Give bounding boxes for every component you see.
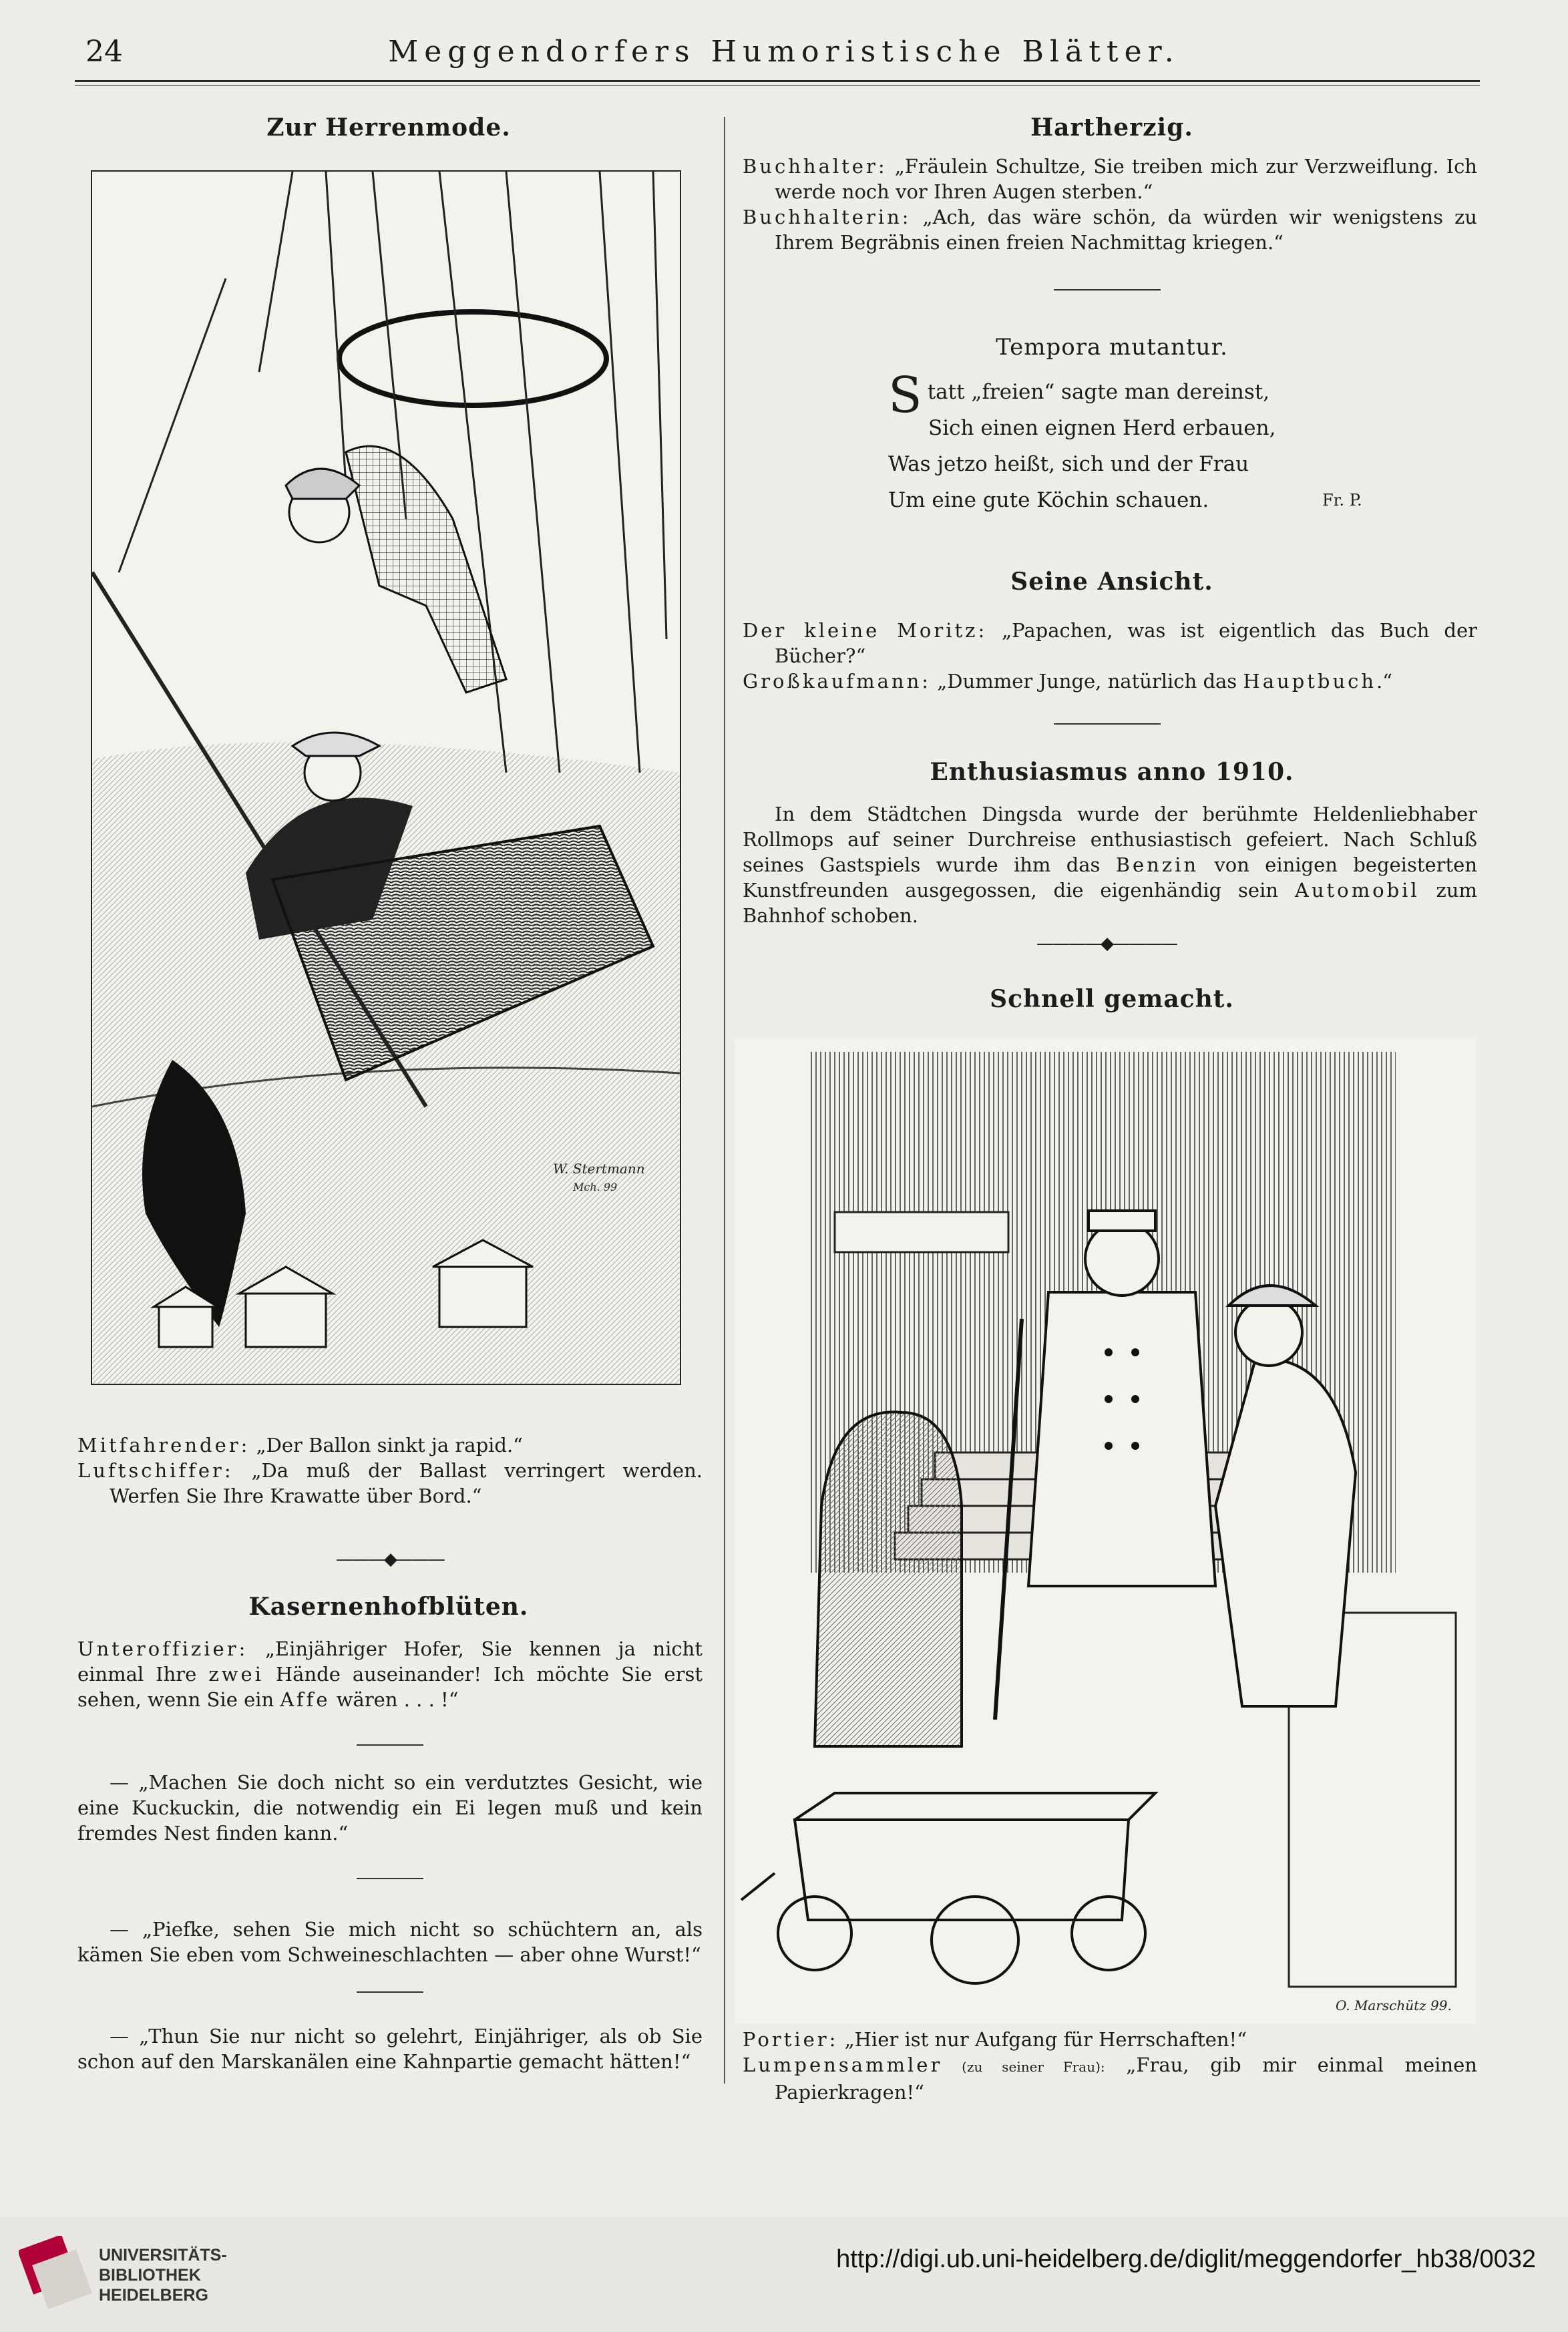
text: zum Bahnhof schoben.	[743, 879, 1477, 927]
caption-herrenmode	[77, 1432, 703, 1509]
emphasis: Benzin	[1115, 853, 1199, 876]
poem-line	[888, 482, 1422, 518]
library-name-line: UNIVERSITÄTS-	[99, 2246, 227, 2265]
paragraph	[743, 801, 1477, 928]
dialogue: .“	[1376, 670, 1393, 693]
dialogue-line	[743, 154, 1477, 204]
emphasis: zwei	[208, 1663, 264, 1686]
speaker: Portier:	[743, 2028, 839, 2051]
text: In dem Städtchen Dingsda wurde der berühmte Heldenliebhaber Rollmops auf seiner Durchreise enthusiastisch gefeiert. Nach Schluß seines Gastspiels wurde ihm das	[743, 803, 1477, 876]
speaker: Buchhalterin:	[743, 206, 912, 228]
footer-bar	[0, 2217, 1568, 2332]
dialogue: wären . . . !“	[330, 1688, 459, 1711]
running-title: Meggendorfers Humoristische Blätter.	[388, 35, 1180, 69]
dialogue-line	[743, 668, 1477, 694]
caption-schnell	[743, 2027, 1477, 2105]
paragraph: — „Piefke, sehen Sie mich nicht so schüchtern an, als kämen Sie eben vom Schweineschlachten — aber ohne Wurst!“	[77, 1918, 703, 1966]
short-rule	[357, 1991, 423, 1993]
library-name-line: BIBLIOTHEK	[99, 2266, 201, 2285]
balloon-illustration	[91, 170, 681, 1385]
dialogue: „Dummer Junge, natürlich das	[931, 670, 1243, 693]
header-rule-bottom	[75, 85, 1480, 86]
short-rule	[357, 1878, 423, 1879]
poem-line	[888, 367, 1422, 424]
dialogue: „Fräulein Schultze, Sie treiben mich zur Verzweiflung. Ich werde noch vor Ihren Augen sterben.“	[775, 155, 1477, 203]
section-title-ansicht: Seine Ansicht.	[1010, 568, 1213, 596]
caption-line	[743, 2027, 1477, 2052]
column-divider	[724, 117, 725, 2084]
kasernenhof-body	[77, 1636, 703, 1712]
artist-signature-sub: Mch. 99	[573, 1181, 618, 1193]
dialogue: „Hier ist nur Aufgang für Herrschaften!“	[838, 2028, 1247, 2051]
kasernenhof-p2	[77, 1770, 703, 1846]
ansicht-body	[743, 618, 1477, 694]
poem-text: Um eine gute Köchin schauen.	[888, 488, 1209, 512]
kasernenhof-p4	[77, 2023, 703, 2074]
speaker: Der kleine Moritz:	[743, 619, 988, 642]
poem	[888, 367, 1422, 518]
poem-line: Sich einen eignen Herd erbauen,	[928, 416, 1276, 440]
emphasis: Hauptbuch	[1243, 670, 1377, 693]
artist-signature: O. Marschütz 99.	[1336, 1997, 1452, 2013]
short-rule	[1054, 723, 1161, 725]
section-title-enthusiasmus: Enthusiasmus anno 1910.	[930, 758, 1294, 786]
section-title-herrenmode: Zur Herrenmode.	[266, 114, 511, 142]
poem-title: Tempora mutantur.	[996, 334, 1228, 361]
short-rule	[1054, 289, 1161, 290]
library-logo-icon	[19, 2236, 92, 2309]
hartherzig-body	[743, 154, 1477, 255]
speaker: Unteroffizier:	[77, 1637, 248, 1660]
paragraph	[77, 1636, 703, 1712]
speaker: Großkaufmann:	[743, 670, 932, 693]
speaker: Buchhalter:	[743, 155, 888, 178]
caption-line	[77, 1432, 703, 1458]
section-title-schnell: Schnell gemacht.	[990, 985, 1234, 1013]
caption-line	[743, 2052, 1477, 2105]
library-name-line: HEIDELBERG	[99, 2286, 208, 2305]
poem-line: Was jetzo heißt, sich und der Frau	[888, 452, 1249, 476]
paragraph: — „Thun Sie nur nicht so gelehrt, Einjähriger, als ob Sie schon auf den Marskanälen eine Kahnpartie gemacht hätten!“	[77, 2025, 703, 2073]
speaker: Lumpensammler	[743, 2054, 943, 2076]
dialogue: „Da muß der Ballast verringert werden. Werfen Sie Ihre Krawatte über Bord.“	[110, 1459, 703, 1507]
dialogue-line	[743, 204, 1477, 255]
emphasis: Automobil	[1294, 879, 1420, 902]
porter-illustration	[735, 1038, 1476, 2023]
page-number: 24	[85, 35, 123, 69]
section-title-kasernenhof: Kasernenhofblüten.	[248, 1593, 529, 1621]
section-title-hartherzig: Hartherzig.	[1030, 114, 1193, 142]
caption-line	[77, 1458, 703, 1509]
dialogue: „Ach, das wäre schön, da würden wir wenigstens zu Ihrem Begräbnis einen freien Nachmittag kriegen.“	[775, 206, 1477, 254]
emphasis: Affe	[280, 1688, 331, 1711]
text: von einigen begeisterten Kunstfreunden ausgegossen, die eigenhändig sein	[743, 853, 1477, 902]
header-rule-top	[75, 80, 1480, 82]
library-name	[99, 2245, 227, 2305]
dialogue-line	[743, 618, 1477, 668]
ornament-divider: ———◆———	[336, 1549, 444, 1569]
drop-capital: S	[888, 367, 922, 424]
paragraph: — „Machen Sie doch nicht so ein verdutztes Gesicht, wie eine Kuckuckin, die notwendig ein Ei legen muß und kein fremdes Nest finden kann.“	[77, 1771, 703, 1844]
short-rule	[357, 1744, 423, 1746]
speaker: Luftschiffer:	[77, 1459, 234, 1482]
dialogue: Hände auseinander! Ich möchte Sie erst sehen, wenn Sie ein	[77, 1663, 703, 1711]
source-url-link[interactable]: http://digi.ub.uni-heidelberg.de/diglit/meggendorfer_hb38/0032	[836, 2245, 1536, 2273]
poem-text: tatt „freien“ sagte man dereinst,	[927, 380, 1270, 404]
dialogue: „Der Ballon sinkt ja rapid.“	[250, 1434, 524, 1456]
dialogue: „Frau, gib mir einmal meinen Papierkragen!“	[775, 2054, 1477, 2104]
enthusiasmus-body	[743, 801, 1477, 928]
kasernenhof-p3	[77, 1917, 703, 1967]
dialogue: „Einjähriger Hofer, Sie kennen ja nicht einmal Ihre	[77, 1637, 703, 1686]
dialogue: „Papachen, was ist eigentlich das Buch der Bücher?“	[775, 619, 1477, 667]
ornament-divider: ————◆————	[1036, 934, 1177, 954]
stage-note: (zu seiner Frau):	[942, 2059, 1105, 2075]
speaker: Mitfahrender:	[77, 1434, 250, 1456]
artist-signature: W. Stertmann	[553, 1161, 645, 1177]
author-signature: Fr. P.	[1322, 491, 1362, 510]
